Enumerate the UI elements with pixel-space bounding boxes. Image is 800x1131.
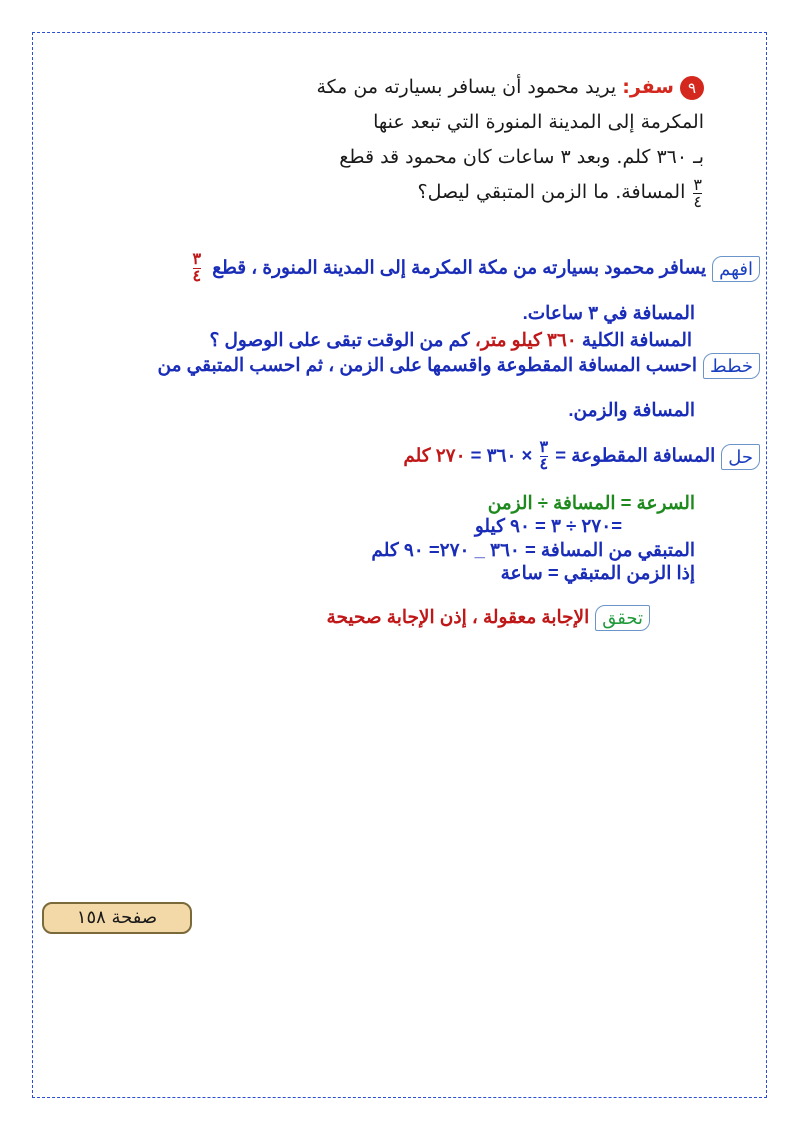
understand-fraction — [193, 252, 202, 285]
problem-text-1: يريد محمود أن يسافر بسيارته من مكة — [316, 76, 617, 98]
solve-eq1-mid: × ٣٦٠ = — [470, 444, 533, 466]
plan-total-value: ٣٦٠ كيلو متر، — [474, 329, 577, 350]
fraction-numerator: ٣ — [693, 174, 702, 194]
solve-eq-1 — [60, 440, 760, 473]
solve-eq1-left: المسافة المقطوعة = — [555, 444, 716, 466]
fraction-denominator: ٤ — [192, 268, 202, 285]
problem-text-4: المسافة. ما الزمن المتبقي ليصل؟ — [417, 181, 686, 203]
solve-tag: حل — [721, 444, 760, 470]
problem-text-2: المكرمة إلى المدينة المنورة التي تبعد عنها — [373, 111, 704, 133]
solve-eq1-result: ٢٧٠ كلم — [403, 444, 466, 466]
plan-text-2: احسب المسافة المقطوعة واقسمها على الزمن ، ثم احسب المتبقي من — [157, 354, 698, 375]
fraction-denominator: ٤ — [693, 191, 702, 211]
problem-fraction — [693, 174, 702, 211]
plan-line-2 — [60, 352, 760, 379]
solve-eq-4: المتبقي من المسافة = ٣٦٠ _ ٢٧٠= ٩٠ كلم — [371, 539, 695, 560]
problem-text-3: بـ ٣٦٠ كلم. وبعد ٣ ساعات كان محمود قد قطع — [339, 146, 704, 168]
problem-number-badge: ٩ — [680, 76, 704, 100]
understand-text-2: المسافة في ٣ ساعات. — [522, 302, 695, 323]
check-tag: تحقق — [595, 605, 650, 631]
solve-eq-3: =٢٧٠ ÷ ٣ = ٩٠ كيلو — [474, 515, 622, 536]
plan-question: كم من الوقت تبقى على الوصول ؟ — [209, 329, 470, 350]
problem-keyword: سفر: — [622, 76, 674, 98]
check-text: الإجابة معقولة ، إذن الإجابة صحيحة — [326, 606, 590, 627]
page-number-badge: صفحة ١٥٨ — [42, 902, 192, 934]
problem-line-1 — [184, 70, 704, 105]
plan-text-3: المسافة والزمن. — [568, 399, 695, 420]
plan-line-1 — [0, 327, 692, 352]
fraction-denominator: ٤ — [539, 456, 549, 473]
plan-tag: خطط — [703, 353, 760, 379]
understand-tag: افهم — [712, 256, 760, 282]
fraction-numerator: ٣ — [192, 251, 202, 268]
problem-statement — [184, 70, 704, 210]
understand-text: يسافر محمود بسيارته من مكة المكرمة إلى المدينة المنورة ، قطع — [212, 256, 707, 278]
understand-section — [60, 252, 760, 285]
fraction-numerator: ٣ — [539, 439, 549, 456]
problem-line-4 — [184, 175, 704, 210]
plan-total-label: المسافة الكلية — [581, 329, 692, 350]
solve-fraction — [540, 440, 549, 473]
check-section — [0, 604, 650, 631]
solve-eq-2: السرعة = المسافة ÷ الزمن — [487, 492, 695, 513]
solve-eq-5: إذا الزمن المتبقي = ساعة — [500, 562, 695, 583]
